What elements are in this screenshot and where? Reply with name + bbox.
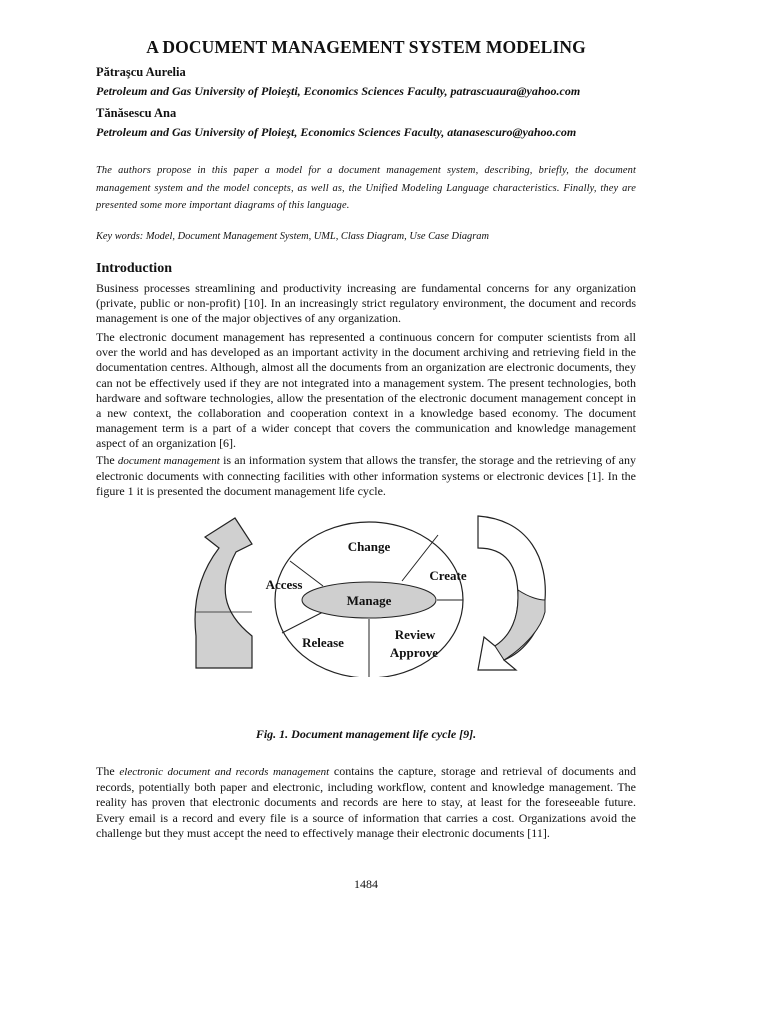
figure-caption: Fig. 1. Document management life cycle [9].	[255, 727, 477, 741]
keywords: Key words: Model, Document Management System, UML, Class Diagram, Use Case Diagram	[96, 231, 489, 242]
author-affiliation-1: Petroleum and Gas University of Ploieşti, Economics Sciences Faculty, patrascuaura@yahoo.com	[96, 84, 581, 98]
label-change: Change	[347, 539, 391, 554]
paragraph-2: The electronic document management has represented a continuous concern for computer scientists from all over the world and has developed as an important activity in the document archiving and retrieving field in the documentation centres. Although, almost all the documents from an organization are electronic documents, they can not be effectively used if they are not integrated into a management system. The present technologies, both hardware and software technologies, allow the presentation of the electronic document management concept in a new context, the collaboration and cooperation context in a knowledge based economy. The document management term is a part of a wider concept that covers the communication and knowledge management aspect of an organization [6].	[96, 330, 636, 451]
term-document-management: document management	[117, 455, 220, 467]
author-affiliation-2: Petroleum and Gas University of Ploieşt, Economics Sciences Faculty, atanasescuro@yahoo.com	[96, 125, 577, 139]
author-name-1: Pătraşcu Aurelia	[96, 65, 186, 79]
label-release: Release	[302, 635, 344, 650]
left-cycle-arrow	[195, 518, 252, 668]
term-electronic-document-records-management: electronic document and records management	[119, 766, 330, 778]
abstract: The authors propose in this paper a model for a document management system, describing, briefly, the document management system and the model concepts, as well as, the Unified Modeling Language characteristics. Finally, they are presented some more important diagrams of this language.	[96, 165, 636, 212]
label-manage: Manage	[346, 593, 392, 608]
lifecycle-diagram	[96, 512, 636, 677]
label-access: Access	[265, 577, 303, 592]
page-number: 1484	[354, 877, 378, 891]
paragraph-1: Business processes streamlining and productivity increasing are fundamental concerns for any organization (private, public or non-profit) [10]. In an increasingly strict regulatory environment, the document and records management is one of the major objectives of any organization.	[96, 281, 636, 326]
label-approve: Approve	[389, 645, 439, 660]
label-review: Review	[394, 627, 436, 642]
label-create: Create	[429, 568, 467, 583]
paper-title: A DOCUMENT MANAGEMENT SYSTEM MODELING	[146, 37, 586, 57]
author-name-2: Tănăsescu Ana	[96, 106, 177, 120]
section-title-introduction: Introduction	[96, 261, 172, 276]
paragraph-4: The electronic document and records management contains the capture, storage and retrieval of documents and records, potentially both paper and electronic, including workflow, content and knowledge management. The reality has proven that electronic documents and records are here to stay, at least for the foreseeable future. Every email is a record and every file is a source of information that carries a cost. Organizations avoid the challenge but they must accept the need to effectively manage their electronic documents [11].	[96, 764, 636, 840]
paragraph-3: The document management is an information system that allows the transfer, the storage and the retrieving of any electronic documents with connecting facilities with other information systems or electronic devices [1]. In the figure 1 it is presented the document management life cycle.	[96, 453, 636, 499]
